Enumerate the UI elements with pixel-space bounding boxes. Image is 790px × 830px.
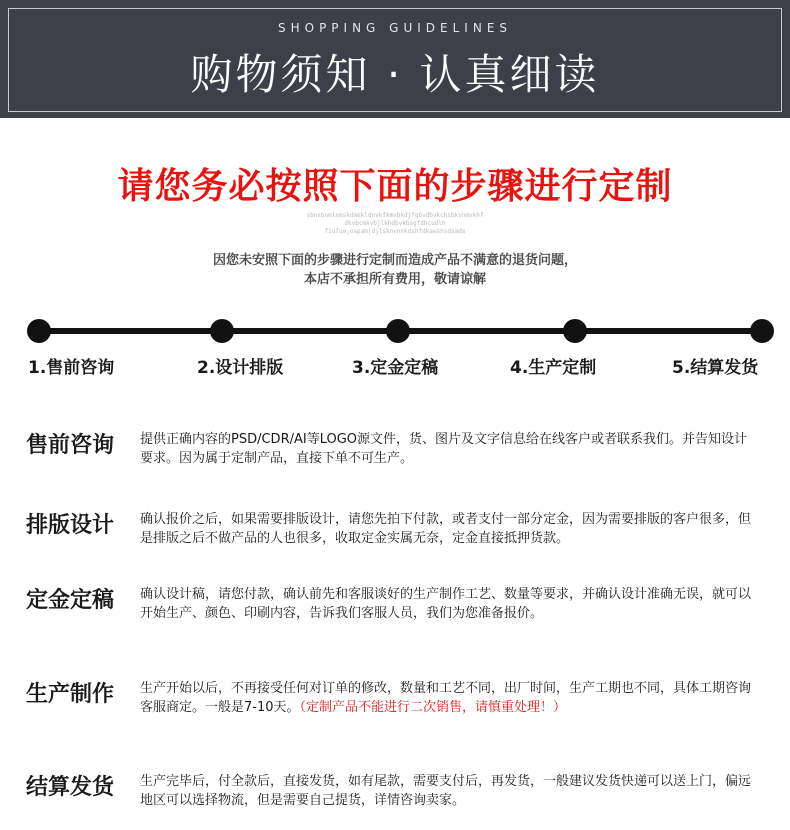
notice-line-1: 因您未安照下面的步骤进行定制而造成产品不满意的退货问题，	[212, 253, 577, 268]
section-title-consult: 售前咨询	[26, 433, 115, 458]
step-label-2: 2.设计排版	[197, 358, 284, 378]
timeline-dot-4	[563, 319, 587, 343]
production-warning-text: （定制产品不能进行二次销售，请慎重处理！）	[299, 700, 567, 715]
section-title-production: 生产制作	[26, 682, 115, 707]
decorative-text-line-2: dkvbcmkvbjlkhdbvkbsgfdhcudlh	[344, 220, 446, 227]
section-body-design: 确认报价之后，如果需要排版设计，请您先拍下付款，或者支付一部分定金，因为需要排版的客户很多，但是排版之后不做产品的人也很多，收取定金实属无奈，定金直接抵押货款。	[140, 512, 752, 546]
banner-title: 购物须知 · 认真细读	[190, 50, 600, 99]
timeline-dot-3	[386, 319, 410, 343]
section-body-deposit: 确认设计稿，请您付款，确认前先和客服谈好的生产制作工艺、数量等要求，并确认设计准确无误，就可以开始生产、颜色、印刷内容，告诉我们客服人员，我们为您准备报价。	[140, 587, 752, 621]
section-title-settlement: 结算发货	[26, 775, 115, 800]
section-title-deposit: 定金定稿	[26, 588, 115, 613]
section-body-production	[140, 679, 760, 717]
step-label-5: 5.结算发货	[672, 358, 759, 378]
timeline-dot-5	[750, 319, 774, 343]
section-body-consult: 提供正确内容的PSD/CDR/AI等LOGO源文件，货、图片及文字信息给在线客户或者联系我们。并告知设计要求。因为属于定制产品，直接下单不可生产。	[140, 432, 748, 466]
step-label-3: 3.定金定稿	[352, 358, 439, 378]
headline: 请您务必按照下面的步骤进行定制	[117, 166, 673, 207]
notice-line-2: 本店不承担所有费用，敬请谅解	[303, 272, 486, 287]
timeline-dot-2	[210, 319, 234, 343]
banner-subtitle: SHOPPING GUIDELINES	[277, 21, 513, 35]
section-body-settlement: 生产完毕后，付全款后，直接发货，如有尾款，需要支付后，再发货，一般建议发货快递可以送上门，偏远地区可以选择物流，但是需要自己提货，详情咨询卖家。	[140, 774, 752, 808]
decorative-text-line-3: fiufue;ospam|djlsknvnnkdshfdkawsnsdsads	[324, 228, 466, 235]
production-body-text: 生产开始以后，不再接受任何对订单的修改，数量和工艺不同，出厂时间，生产工期也不同，具体工期咨询客服商定。一般是7-10天。	[140, 681, 752, 715]
step-label-1: 1.售前咨询	[28, 358, 115, 378]
decorative-text-line-1: sbnsbnmlxmskdmekldnvkfkmvbkdjfgbvdbvkchsbkvnmvkhf	[306, 212, 484, 219]
step-label-4: 4.生产定制	[510, 358, 597, 378]
timeline-dot-1	[27, 319, 51, 343]
section-title-design: 排版设计	[26, 513, 115, 538]
header-banner	[0, 0, 790, 118]
